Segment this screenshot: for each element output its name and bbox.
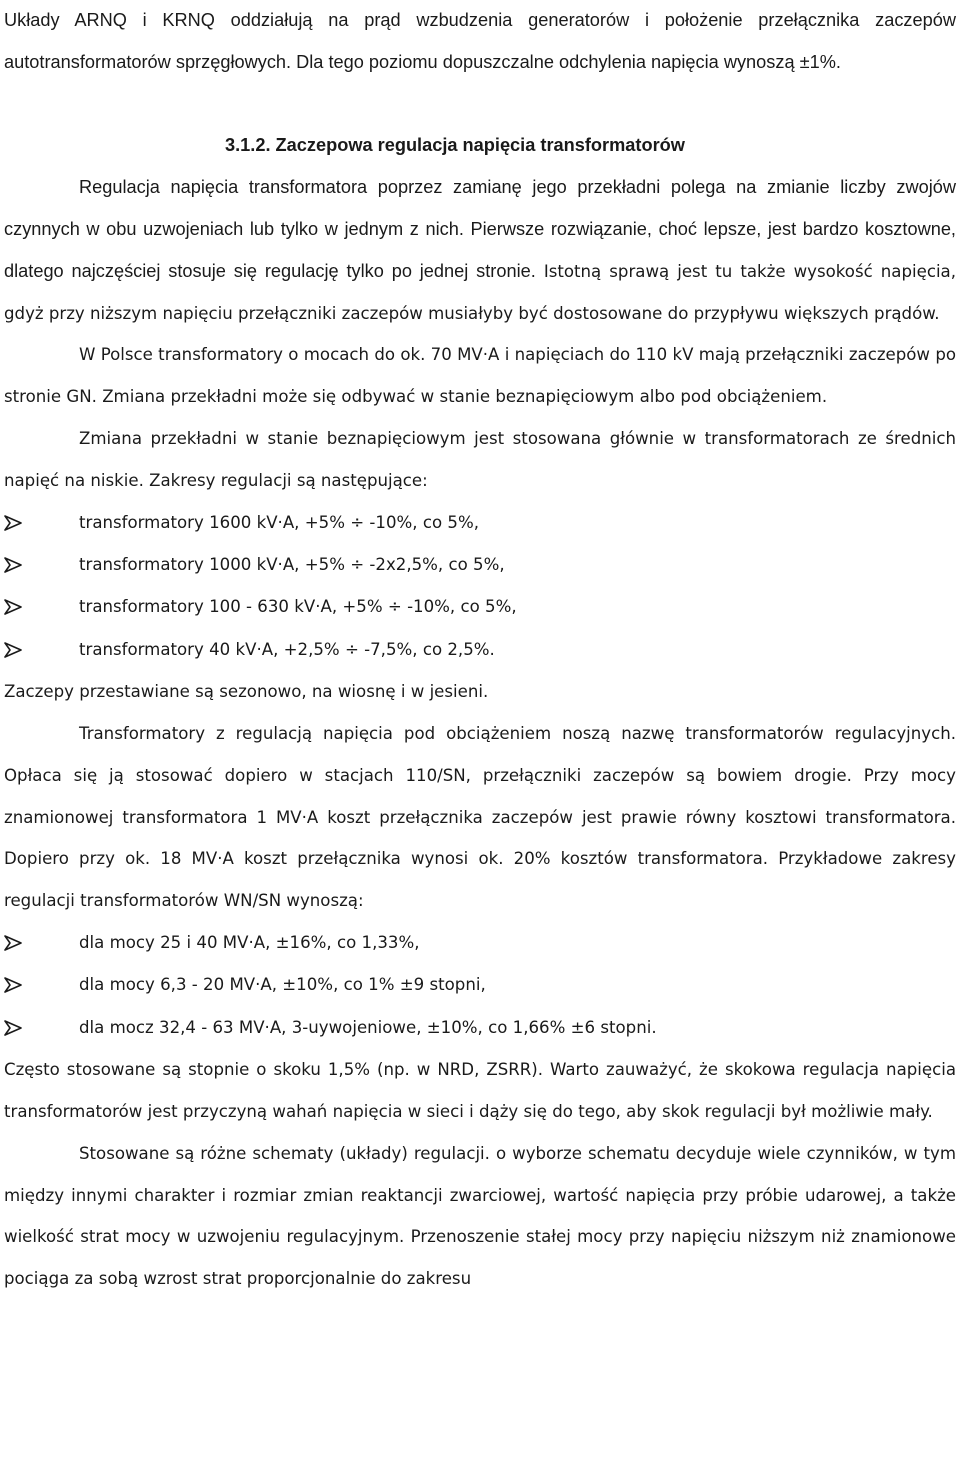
list-item-text: dla mocz 32,4 - 63 MV·A, 3-uywojeniowe, ±10%, co 1,66% ±6 stopni. bbox=[79, 1017, 657, 1037]
list-item bbox=[4, 586, 956, 628]
paragraph-offload: Zmiana przekładni w stanie beznapięciowym jest stosowana głównie w transformatorach ze średnich napięć na niskie. Zakresy regulacji są następujące: bbox=[4, 428, 956, 490]
list-item-text: transformatory 1600 kV·A, +5% ÷ -10%, co 5%, bbox=[79, 512, 479, 532]
section-heading: 3.1.2. Zaczepowa regulacja napięcia transformatorów bbox=[225, 135, 685, 156]
list-item bbox=[4, 544, 956, 586]
paragraph-onload: Transformatory z regulacją napięcia pod obciążeniem noszą nazwę transformatorów regulacyjnych. Opłaca się ją stosować dopiero w stacjach 110/SN, przełączniki zaczepów są bowiem drogie. Przy mocy znamionowej transformatora 1 MV·A koszt przełącznika zaczepów jest prawie równy kosztowi transformatora. Dopiero przy ok. 18 MV·A koszt przełącznika wynosi ok. 20% kosztów transformatora. Przykładowe zakresy regulacji transformatorów WN/SN wynoszą: bbox=[4, 723, 956, 911]
paragraph-poland: W Polsce transformatory o mocach do ok. 70 MV·A i napięciach do 110 kV mają przełączniki zaczepów po stronie GN. Zmiana przekładni może się odbywać w stanie beznapięciowym albo pod obciążeniem. bbox=[4, 345, 956, 407]
list-item-text: transformatory 1000 kV·A, +5% ÷ -2x2,5%, co 5%, bbox=[79, 554, 505, 574]
list-item-text: transformatory 40 kV·A, +2,5% ÷ -7,5%, co 2,5%. bbox=[79, 639, 495, 659]
arrowhead-bullet-icon bbox=[4, 1019, 22, 1037]
arrowhead-bullet-icon bbox=[4, 598, 22, 616]
list-item bbox=[4, 964, 956, 1006]
paragraph-regulation-main: Regulacja napięcia transformatora poprzez zamianę jego przekładni polega na zmianie liczby zwojów czynnych w obu uzwojeniach lub tylko w jednym z nich. Pierwsze rozwiązanie, choć lepsze, jest bardzo kosztowne, dlatego najczęściej stosuje się regulację tylko po jednej stronie. bbox=[4, 177, 956, 281]
list-item bbox=[4, 502, 956, 544]
paragraph-regulation-tail: Istotną sprawą jest tu także wysokość napięcia, gdyż przy niższym napięciu przełączniki zaczepów musiałyby być dostosowane do przypływu większych prądów. bbox=[4, 261, 956, 323]
arrowhead-bullet-icon bbox=[4, 514, 22, 532]
paragraph-steps: Często stosowane są stopnie o skoku 1,5% (np. w NRD, ZSRR). Warto zauważyć, że skokowa regulacja napięcia transformatorów jest przyczyną wahań napięcia w sieci i dąży się do tego, aby skok regulacji był możliwie mały. bbox=[4, 1060, 956, 1121]
arrowhead-bullet-icon bbox=[4, 556, 22, 574]
arrowhead-bullet-icon bbox=[4, 976, 22, 994]
arrowhead-bullet-icon bbox=[4, 934, 22, 952]
list-item-text: dla mocy 6,3 - 20 MV·A, ±10%, co 1% ±9 stopni, bbox=[79, 975, 486, 995]
onload-ranges-list bbox=[4, 922, 956, 1049]
list-item-text: transformatory 100 - 630 kV·A, +5% ÷ -10%, co 5%, bbox=[79, 597, 517, 617]
list-item bbox=[4, 922, 956, 964]
list-item bbox=[4, 1007, 956, 1049]
list-item-text: dla mocy 25 i 40 MV·A, ±16%, co 1,33%, bbox=[79, 932, 420, 952]
paragraph-schemes: Stosowane są różne schematy (układy) regulacji. o wyborze schematu decyduje wiele czynników, w tym między innymi charakter i rozmiar zmian reaktancji zwarciowej, wartość napięcia przy próbie udarowej, a także wielkość strat mocy w uzwojeniu regulacyjnym. Przenoszenie stałej mocy przy napięciu niższym niż znamionowe pociąga za sobą wzrost strat proporcjonalnie do zakresu bbox=[4, 1143, 956, 1289]
spacer bbox=[4, 84, 956, 126]
offload-ranges-list bbox=[4, 502, 956, 672]
document-page bbox=[4, 0, 956, 1300]
paragraph-regulation bbox=[4, 167, 956, 334]
paragraph-seasonal: Zaczepy przestawiane są sezonowo, na wiosnę i w jesieni. bbox=[4, 682, 489, 702]
intro-paragraph: Układy ARNQ i KRNQ oddziałują na prąd wzbudzenia generatorów i położenie przełącznika zaczepów autotransformatorów sprzęgłowych. Dla tego poziomu dopuszczalne odchylenia napięcia wynoszą ±1%. bbox=[4, 10, 956, 72]
list-item bbox=[4, 629, 956, 671]
arrowhead-bullet-icon bbox=[4, 641, 22, 659]
